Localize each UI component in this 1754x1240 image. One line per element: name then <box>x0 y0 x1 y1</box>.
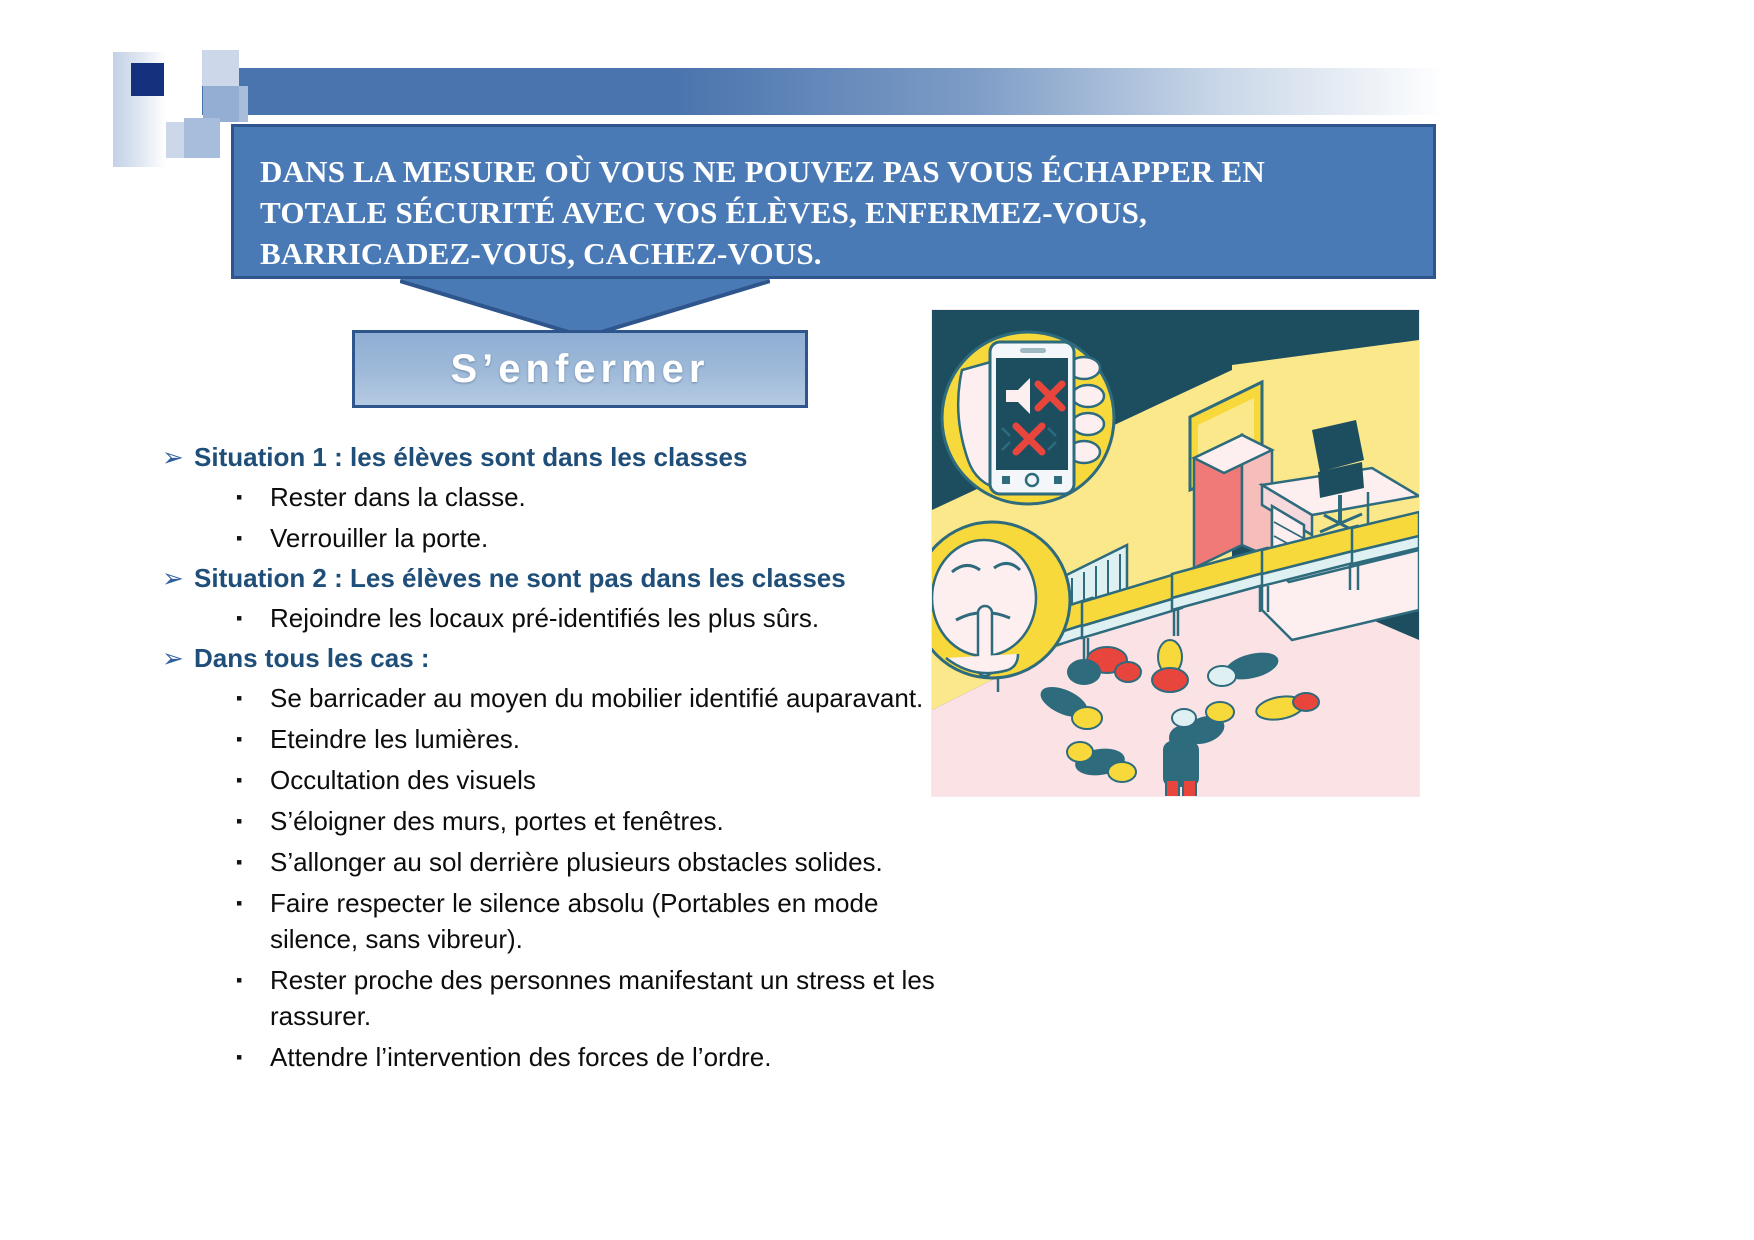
arrow-bullet-icon: ➢ <box>162 442 184 472</box>
phone-silent-icon <box>942 332 1114 504</box>
cabinet-icon <box>1194 435 1272 568</box>
square-bullet-icon: ▪ <box>236 487 243 507</box>
list-item <box>236 885 948 957</box>
banner-line-2: TOTALE SÉCURITÉ AVEC VOS ÉLÈVES, ENFERMEZ-VOUS, <box>260 195 1148 230</box>
decor-square-navy <box>131 63 164 96</box>
square-bullet-icon: ▪ <box>236 893 243 913</box>
list-item-text: Rester dans la classe. <box>270 482 526 512</box>
list-item-text: Occultation des visuels <box>270 765 536 795</box>
decor-square-mid-3 <box>184 118 220 158</box>
square-bullet-icon: ▪ <box>236 688 243 708</box>
classroom-illustration-svg <box>932 310 1419 796</box>
list-item <box>236 520 948 556</box>
header-banner <box>231 124 1436 279</box>
section-heading-0: Situation 1 : les élèves sont dans les classes <box>194 442 748 472</box>
banner-line-3: BARRICADEZ-VOUS, CACHEZ-VOUS. <box>260 236 822 271</box>
square-bullet-icon: ▪ <box>236 970 243 990</box>
list-item-text: Attendre l’intervention des forces de l’ordre. <box>270 1042 772 1072</box>
decor-square-light-2 <box>203 50 239 86</box>
list-item <box>236 721 948 757</box>
arrow-bullet-icon: ➢ <box>162 563 184 593</box>
list-item <box>236 479 948 515</box>
list-item <box>236 962 948 1034</box>
square-bullet-icon: ▪ <box>236 852 243 872</box>
content-list <box>158 438 948 1080</box>
list-item <box>236 803 948 839</box>
list-item-text: S’allonger au sol derrière plusieurs obstacles solides. <box>270 847 883 877</box>
section-heading-2: Dans tous les cas : <box>194 643 430 673</box>
decor-square-mid-2 <box>203 86 239 122</box>
list-item <box>236 680 948 716</box>
section-title-box <box>352 330 808 408</box>
list-item-text: S’éloigner des murs, portes et fenêtres. <box>270 806 724 836</box>
square-bullet-icon: ▪ <box>236 729 243 749</box>
list-item-text: Eteindre les lumières. <box>270 724 520 754</box>
decor-square-white-1 <box>166 50 202 86</box>
list-item <box>236 844 948 880</box>
list-item-text: Rejoindre les locaux pré-identifiés les plus sûrs. <box>270 603 820 633</box>
arrow-bullet-icon: ➢ <box>162 643 184 673</box>
list-item-text: Verrouiller la porte. <box>270 523 489 553</box>
section-title-label: S’enfermer <box>450 346 710 391</box>
square-bullet-icon: ▪ <box>236 770 243 790</box>
list-item <box>236 600 948 636</box>
square-bullet-icon: ▪ <box>236 811 243 831</box>
list-item-text: Faire respecter le silence absolu (Portables en mode silence, sans vibreur). <box>270 888 879 954</box>
decor-square-white-2 <box>166 86 202 122</box>
decor-ribbon <box>200 68 1445 115</box>
square-bullet-icon: ▪ <box>236 528 243 548</box>
square-bullet-icon: ▪ <box>236 1047 243 1067</box>
list-heading-row <box>158 440 948 474</box>
silence-gesture-icon <box>932 522 1070 678</box>
banner-line-1: DANS LA MESURE OÙ VOUS NE POUVEZ PAS VOUS ÉCHAPPER EN <box>260 154 1265 189</box>
square-bullet-icon: ▪ <box>236 608 243 628</box>
list-item <box>236 762 948 798</box>
list-item-text: Se barricader au moyen du mobilier identifié auparavant. <box>270 683 924 713</box>
list-item-text: Rester proche des personnes manifestant un stress et les rassurer. <box>270 965 935 1031</box>
list-heading-row <box>158 561 948 595</box>
list-heading-row <box>158 641 948 675</box>
section-heading-1: Situation 2 : Les élèves ne sont pas dans les classes <box>194 563 846 593</box>
list-item <box>236 1039 948 1075</box>
classroom-illustration <box>931 309 1420 797</box>
